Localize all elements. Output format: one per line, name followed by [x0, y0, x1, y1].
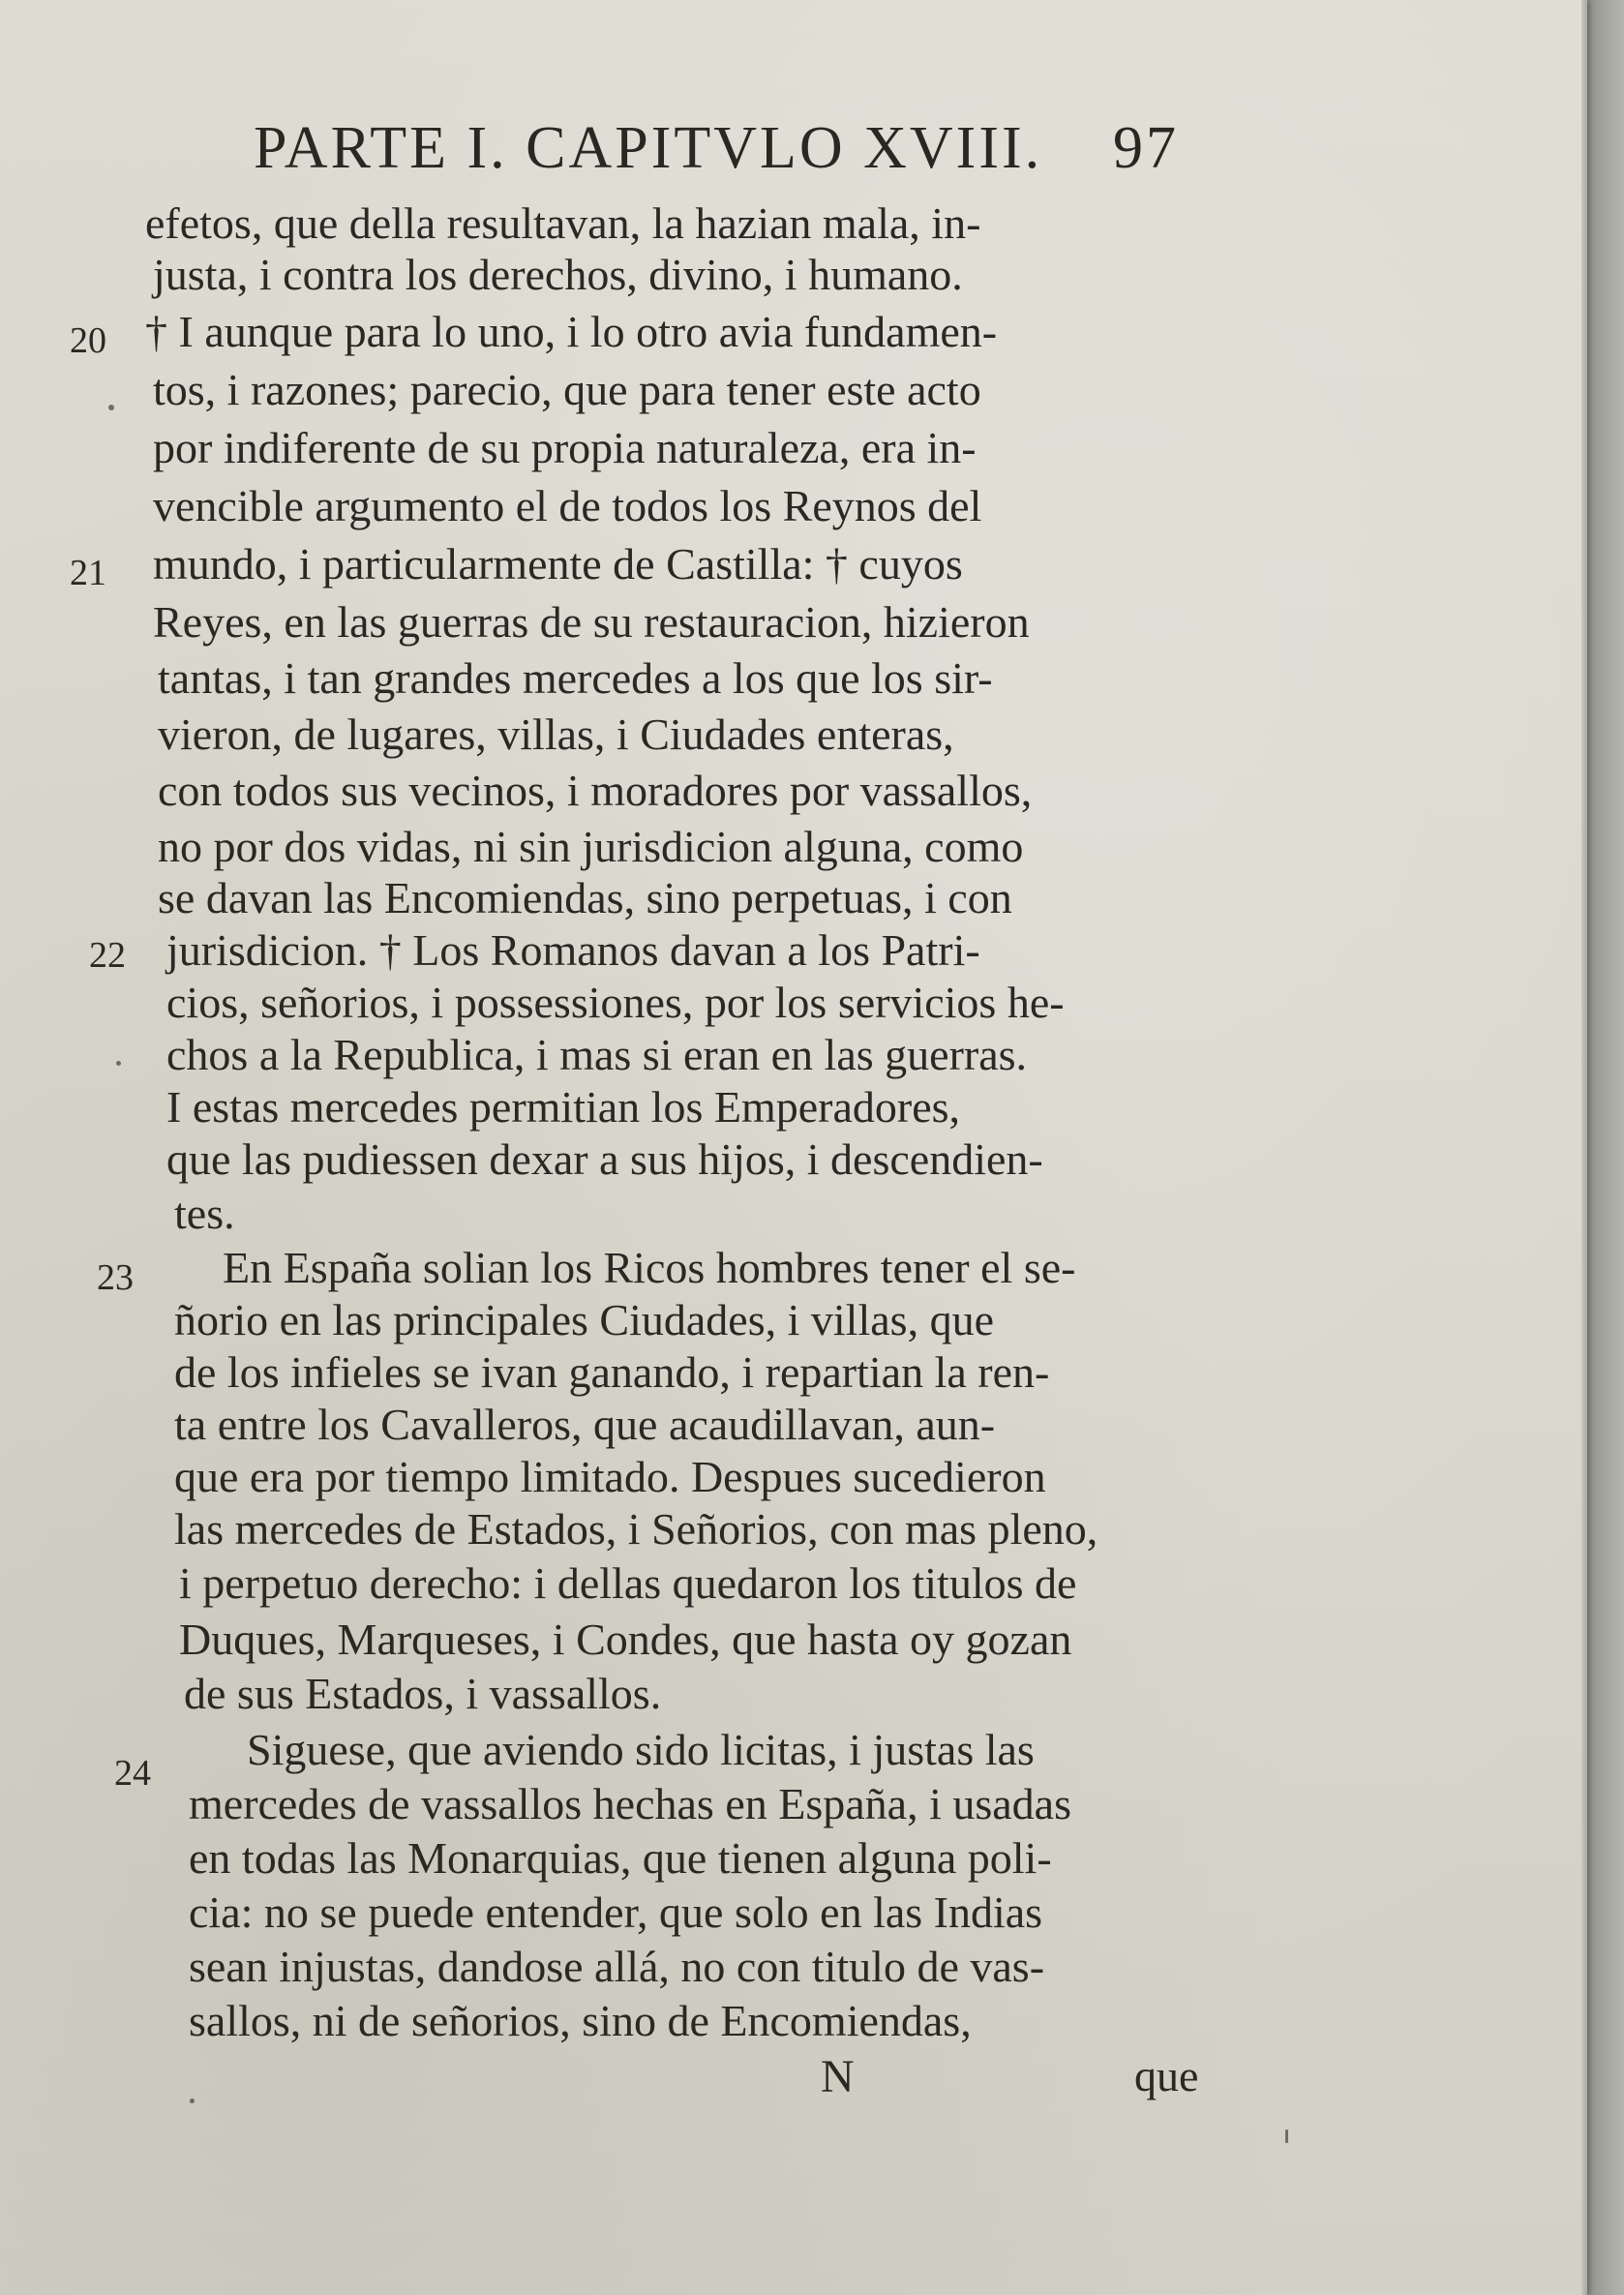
text-line: tantas, i tan grandes mercedes a los que los sir- [158, 653, 993, 703]
text-line: por indiferente de su propia naturaleza, era in- [153, 423, 977, 472]
text-line: tes. [174, 1189, 235, 1238]
text-line: mercedes de vassallos hechas en España, i usadas [189, 1779, 1072, 1828]
scanner-background [1585, 0, 1624, 2295]
catchword: que [1134, 2051, 1199, 2100]
text-line: vencible argumento el de todos los Reynos del [153, 481, 982, 530]
text-line: que las pudiessen dexar a sus hijos, i descendien- [166, 1134, 1043, 1184]
text-line: de sus Estados, i vassallos. [184, 1669, 662, 1718]
ink-speck [1285, 2129, 1288, 2143]
text-line: justa, i contra los derechos, divino, i humano. [153, 250, 963, 299]
margin-number: 23 [97, 1257, 134, 1298]
page-number: 97 [1113, 115, 1179, 181]
text-line: no por dos vidas, ni sin jurisdicion alguna, como [158, 822, 1024, 871]
text-line: En España solian los Ricos hombres tener el se- [223, 1243, 1076, 1292]
signature-mark: N [821, 2051, 855, 2102]
text-line: Reyes, en las guerras de su restauracion, hizieron [153, 597, 1030, 647]
text-line: ta entre los Cavalleros, que acaudillavan, aun- [174, 1400, 996, 1449]
text-line: chos a la Republica, i mas si eran en las guerras. [166, 1030, 1028, 1079]
text-line: en todas las Monarquias, que tienen alguna poli- [189, 1833, 1052, 1883]
ink-speck [190, 2099, 195, 2103]
text-line: sallos, ni de señorios, sino de Encomiendas, [189, 1996, 972, 2045]
margin-number: 22 [89, 935, 126, 976]
text-line: I estas mercedes permitian los Emperadores, [166, 1082, 961, 1132]
text-line: Siguese, que aviendo sido licitas, i justas las [247, 1725, 1035, 1774]
text-line: las mercedes de Estados, i Señorios, con mas pleno, [174, 1504, 1098, 1554]
text-line: efetos, que della resultavan, la hazian mala, in- [145, 198, 981, 248]
text-line: vieron, de lugares, villas, i Ciudades enteras, [158, 710, 954, 759]
text-line: † I aunque para lo uno, i lo otro avia fundamen- [145, 307, 998, 356]
margin-number: 20 [70, 320, 106, 361]
text-line: sean injustas, dandose allá, no con titulo de vas- [189, 1942, 1045, 1991]
text-line: ñorio en las principales Ciudades, i villas, que [174, 1295, 994, 1344]
text-line: Duques, Marqueses, i Condes, que hasta oy gozan [179, 1615, 1072, 1664]
text-line: que era por tiempo limitado. Despues sucedieron [174, 1452, 1046, 1501]
text-line: de los infieles se ivan ganando, i repartian la ren- [174, 1347, 1050, 1397]
text-line: jurisdicion. † Los Romanos davan a los Patri- [166, 925, 980, 975]
text-line: i perpetuo derecho: i dellas quedaron los titulos de [179, 1558, 1077, 1608]
ink-speck [108, 405, 114, 410]
text-line: con todos sus vecinos, i moradores por vassallos, [158, 766, 1033, 815]
text-line: cia: no se puede entender, que solo en las Indias [189, 1887, 1043, 1937]
margin-number: 21 [70, 553, 106, 593]
text-line: mundo, i particularmente de Castilla: † cuyos [153, 539, 963, 589]
text-line: cios, señorios, i possessiones, por los servicios he- [166, 978, 1065, 1027]
text-line: tos, i razones; parecio, que para tener este acto [153, 365, 981, 414]
margin-number: 24 [114, 1753, 151, 1794]
running-title: PARTE I. CAPITVLO XVIII. [254, 115, 1043, 181]
ink-speck [116, 1061, 121, 1066]
text-line: se davan las Encomiendas, sino perpetuas, i con [158, 873, 1012, 922]
